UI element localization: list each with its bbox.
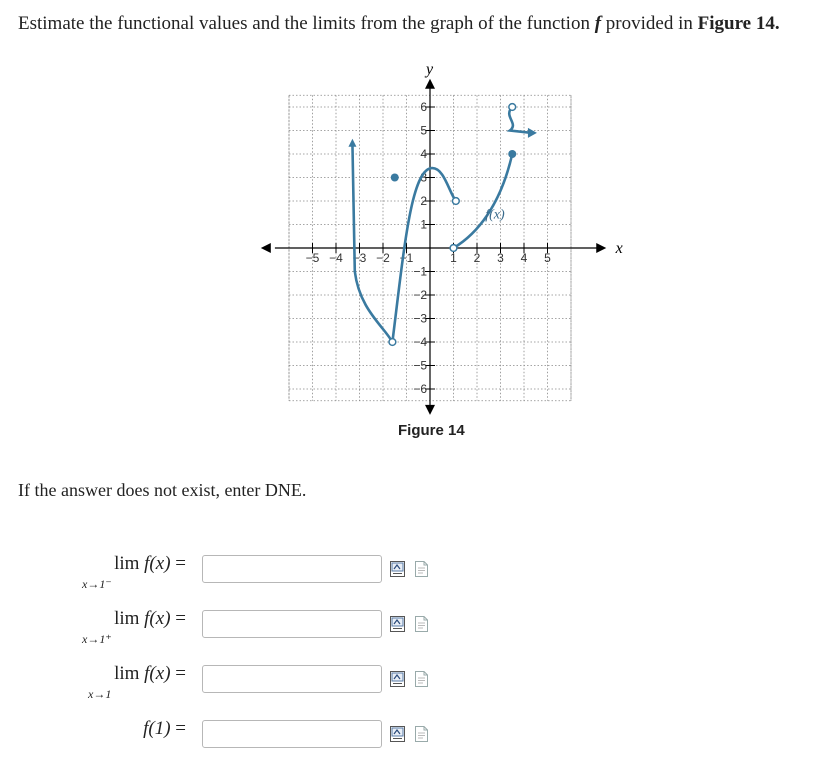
equation-editor-icon[interactable] [390, 616, 405, 632]
x-tick-label: −1 [399, 251, 414, 265]
lim-word: lim [114, 553, 145, 574]
y-tick-label: −3 [413, 311, 427, 326]
equals-sign: = [175, 553, 186, 574]
function-expression: f(1) [143, 718, 176, 739]
x-tick-label: −2 [376, 251, 390, 265]
y-tick-label: −6 [413, 382, 427, 396]
x-tick-label: 3 [497, 251, 504, 265]
prompt-text-middle: provided in [605, 13, 693, 34]
y-tick-label: 3 [420, 170, 427, 185]
x-tick-label: 5 [544, 251, 551, 265]
x-tick-label: −5 [305, 251, 320, 265]
equals-sign: = [175, 718, 186, 739]
question-label [143, 718, 186, 740]
open-point [509, 104, 516, 111]
x-axis-label: x [615, 240, 623, 257]
question-label [114, 608, 186, 630]
preview-icon[interactable] [414, 616, 429, 632]
equation-editor-icon[interactable] [390, 726, 405, 742]
y-tick-label: 6 [420, 100, 427, 114]
x-tick-label: 4 [520, 251, 528, 265]
curve-label: f(x) [485, 207, 505, 223]
y-tick-label: −2 [413, 288, 427, 302]
open-point [389, 339, 396, 346]
question-label [114, 663, 186, 685]
x-axis-right-arrow [596, 243, 606, 253]
function-expression: f(x) [144, 663, 176, 684]
function-name: f [594, 13, 602, 34]
function-expression: f(x) [144, 553, 176, 574]
answer-input[interactable] [202, 610, 382, 638]
preview-icon[interactable] [414, 671, 429, 687]
x-tick-label: 1 [450, 251, 457, 265]
left-branch [352, 145, 392, 342]
lim-word: lim [114, 608, 145, 629]
y-axis-up-arrow [425, 79, 435, 89]
question-row [0, 553, 832, 593]
open-point [450, 245, 457, 252]
y-tick-label: 1 [420, 217, 427, 232]
x-tick-label: −3 [352, 251, 367, 265]
y-tick-label: −5 [413, 358, 427, 373]
y-axis-label: y [426, 61, 434, 79]
answer-input[interactable] [202, 665, 382, 693]
open-point [452, 198, 459, 205]
limit-subscript: x→1⁺ [82, 632, 112, 646]
question-row [0, 718, 832, 758]
y-tick-label: 2 [420, 194, 427, 208]
limit-subscript: x→1 [88, 687, 112, 701]
question-row [0, 663, 832, 703]
function-expression: f(x) [144, 608, 176, 629]
y-tick-label: −1 [413, 264, 427, 279]
closed-point [508, 150, 516, 158]
figure-caption: Figure 14 [398, 422, 465, 439]
y-axis-down-arrow [425, 405, 435, 415]
preview-icon[interactable] [414, 726, 429, 742]
answer-input[interactable] [202, 720, 382, 748]
equals-sign: = [175, 608, 186, 629]
equation-editor-icon[interactable] [390, 671, 405, 687]
answer-input[interactable] [202, 555, 382, 583]
x-axis-left-arrow [261, 243, 271, 253]
equation-editor-icon[interactable] [390, 561, 405, 577]
left-branch-arrow [348, 139, 356, 147]
x-tick-label: 2 [473, 251, 481, 265]
upper-right-arrow [528, 128, 537, 138]
y-tick-label: −4 [413, 335, 427, 349]
question-label [114, 553, 186, 575]
dne-instruction: If the answer does not exist, enter DNE. [18, 480, 307, 500]
function-graph [262, 60, 622, 410]
figure-reference: Figure 14. [697, 13, 780, 34]
y-tick-label: 4 [420, 147, 427, 161]
problem-prompt [18, 13, 780, 35]
y-tick-label: 5 [420, 123, 427, 138]
equals-sign: = [175, 663, 186, 684]
preview-icon[interactable] [414, 561, 429, 577]
limit-subscript: x→1⁻ [82, 577, 112, 591]
question-row [0, 608, 832, 648]
prompt-text: Estimate the functional values and the limits from the graph of the function [18, 13, 590, 34]
lim-word: lim [114, 663, 145, 684]
closed-point [391, 174, 399, 182]
x-tick-label: −4 [329, 251, 343, 265]
